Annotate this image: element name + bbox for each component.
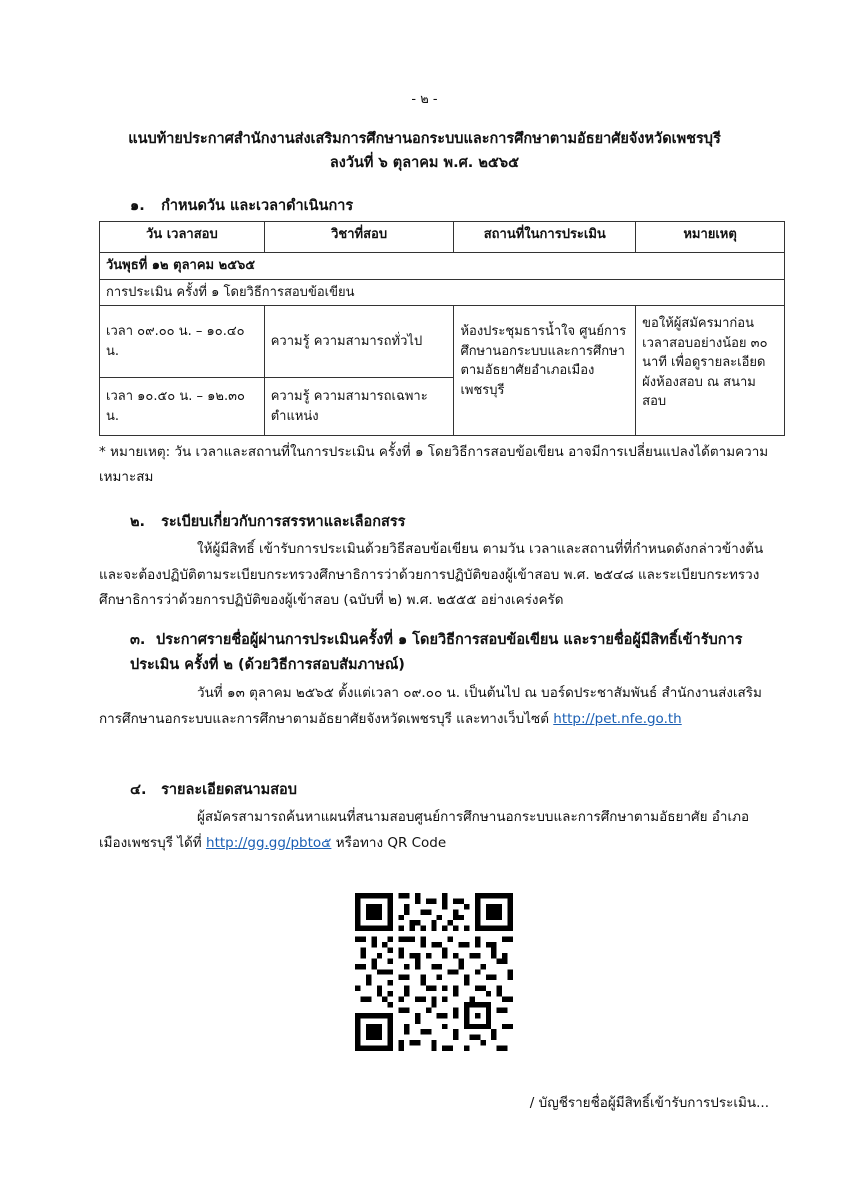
section-2-body: ให้ผู้มีสิทธิ์ เข้ารับการประเมินด้วยวิธีสอบข้อเขียน ตามวัน เวลาและสถานที่ที่กำหนดดังกล่าวข้างต้นและจะต้องปฏิบัติตามระเบียบกระทรวงศึกษาธิการว่าด้วยการปฏิบัติของผู้เข้าสอบ พ.ศ. ๒๕๔๘ และระเบียบกระทรวงศึกษาธิการว่าด้วยการปฏิบัติของผู้เข้าสอบ (ฉบับที่ ๒) พ.ศ. ๒๕๕๕ อย่างเคร่งครัด (99, 541, 764, 609)
section-2-number: ๒. (130, 514, 146, 530)
section-3-number: ๓. (130, 632, 146, 648)
column-header: หมายเหตุ (636, 222, 785, 253)
section-4-heading (130, 778, 297, 801)
time-cell: เวลา ๑๐.๕๐ น. – ๑๒.๓๐ น. (100, 378, 265, 436)
section-1-number: ๑. (130, 198, 145, 214)
section-3-heading (130, 628, 785, 679)
section-2-heading (130, 510, 405, 533)
column-header: วัน เวลาสอบ (100, 222, 265, 253)
table-header-row (100, 222, 785, 253)
section-3-title: ประกาศรายชื่อผู้ผ่านการประเมินครั้งที่ ๑ โดยวิธีการสอบข้อเขียน และรายชื่อผู้มีสิทธิ์เข้ารับการประเมิน ครั้งที่ ๒ (ด้วยวิธีการสอบสัมภาษณ์) (130, 632, 743, 674)
section-1-title: กำหนดวัน และเวลาดำเนินการ (161, 198, 354, 214)
schedule-table (99, 221, 785, 436)
section-1-heading (130, 194, 353, 217)
schedule-note: * หมายเหตุ: วัน เวลาและสถานที่ในการประเมิน ครั้งที่ ๑ โดยวิธีการสอบข้อเขียน อาจมีการเปลี่ยนแปลงได้ตามความเหมาะสม (99, 444, 769, 485)
table-row (100, 306, 785, 378)
section-4-text: ผู้สมัครสามารถค้นหาแผนที่สนามสอบศูนย์การศึกษานอกระบบและการศึกษาตามอัธยาศัย อำเภอเมืองเพชรบุรี ได้ที่ (99, 809, 750, 851)
section-4-body (99, 805, 765, 856)
section-3-text: วันที่ ๑๓ ตุลาคม ๒๕๖๕ ตั้งแต่เวลา ๐๙.๐๐ น. เป็นต้นไป ณ บอร์ดประชาสัมพันธ์ สำนักงานส่งเสริมการศึกษานอกระบบและการศึกษาตามอัธยาศัยจังหวัดเพชรบุรี และทางเว็บไซต์ (99, 685, 762, 727)
page-number: - ๒ - (411, 92, 438, 107)
section-4-title: รายละเอียดสนามสอบ (161, 782, 297, 798)
continuation-note: / บัญชีรายชื่อผู้มีสิทธิ์เข้ารับการประเมิน... (529, 1095, 769, 1111)
subject-cell: ความรู้ ความสามารถเฉพาะตำแหน่ง (264, 378, 454, 436)
column-header: สถานที่ในการประเมิน (454, 222, 636, 253)
time-cell: เวลา ๐๙.๐๐ น. – ๑๐.๔๐ น. (100, 306, 265, 378)
section-4-number: ๔. (130, 782, 147, 798)
exam-date-cell: วันพุธที่ ๑๒ ตุลาคม ๒๕๖๕ (100, 253, 785, 280)
website-link[interactable]: http://pet.nfe.go.th (553, 710, 682, 727)
remark-cell: ขอให้ผู้สมัครมาก่อนเวลาสอบอย่างน้อย ๓๐ นาที เพื่อดูรายละเอียดผังห้องสอบ ณ สนามสอบ (636, 306, 785, 436)
section-3-body (99, 681, 765, 732)
qr-code-icon[interactable] (355, 893, 513, 1051)
map-link[interactable]: http://gg.gg/pbto๕ (206, 834, 332, 851)
column-header: วิชาที่สอบ (264, 222, 454, 253)
document-date: ลงวันที่ ๖ ตุลาคม พ.ศ. ๒๕๖๕ (329, 155, 520, 171)
location-cell: ห้องประชุมธารน้ำใจ ศูนย์การศึกษานอกระบบและการศึกษาตามอัธยาศัยอำเภอเมืองเพชรบุรี (454, 306, 636, 436)
section-4-text-after: หรือทาง QR Code (335, 834, 447, 851)
section-2-title: ระเบียบเกี่ยวกับการสรรหาและเลือกสรร (161, 514, 406, 530)
document-title: แนบท้ายประกาศสำนักงานส่งเสริมการศึกษานอกระบบและการศึกษาตามอัธยาศัยจังหวัดเพชรบุรี (128, 131, 721, 147)
table-row (100, 253, 785, 280)
table-row (100, 279, 785, 306)
exam-method-cell: การประเมิน ครั้งที่ ๑ โดยวิธีการสอบข้อเขียน (100, 279, 785, 306)
subject-cell: ความรู้ ความสามารถทั่วไป (264, 306, 454, 378)
